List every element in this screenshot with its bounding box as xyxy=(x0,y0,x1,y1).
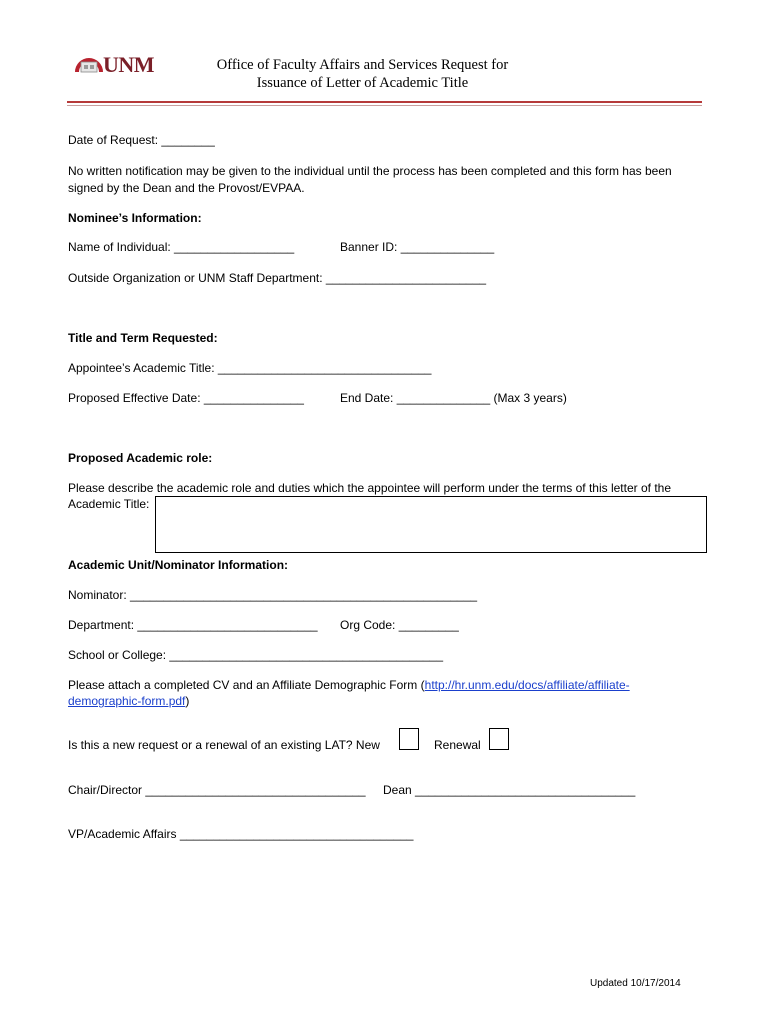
header-rule xyxy=(67,101,702,103)
attach-close: ) xyxy=(185,694,190,708)
request-type-question: Is this a new request or a renewal of an existing LAT? New xyxy=(68,738,380,752)
end-date-field[interactable]: End Date: ______________ (Max 3 years) xyxy=(340,391,567,405)
unm-seal-icon xyxy=(73,50,105,76)
logo-text: UNM xyxy=(103,52,155,77)
header-rule-thin xyxy=(67,105,702,106)
unm-logo xyxy=(73,50,173,80)
attach-instructions-line2 xyxy=(68,694,189,708)
renewal-label: Renewal xyxy=(434,738,481,752)
title-line-1: Office of Faculty Affairs and Services Request for xyxy=(216,57,509,73)
outside-organization-field[interactable]: Outside Organization or UNM Staff Department: ________________________ xyxy=(68,271,487,285)
dean-signature[interactable]: Dean _________________________________ xyxy=(383,783,636,797)
academic-title-label: Academic Title: xyxy=(68,497,150,511)
attach-instructions xyxy=(68,678,630,692)
title-line-2: Issuance of Letter of Academic Title xyxy=(256,75,469,91)
nominee-heading: Nominee’s Information: xyxy=(68,211,202,225)
affiliate-form-link[interactable]: http://hr.unm.edu/docs/affiliate/affiliate- xyxy=(424,678,630,692)
date-of-request-field[interactable]: Date of Request: ________ xyxy=(68,133,215,147)
unit-nominator-heading: Academic Unit/Nominator Information: xyxy=(68,558,289,572)
notice-text: No written notification may be given to the individual until the process has been completed and this form has been signed by the Dean and the Provost/EVPAA. xyxy=(68,164,672,195)
form-title xyxy=(180,56,545,92)
affiliate-form-link-cont[interactable]: demographic-form.pdf xyxy=(68,694,186,708)
attach-text: Please attach a completed CV and an Affiliate Demographic Form ( xyxy=(68,678,425,692)
org-code-field[interactable]: Org Code: _________ xyxy=(340,618,459,632)
academic-role-heading: Proposed Academic role: xyxy=(68,451,213,465)
school-college-field[interactable]: School or College: _________________________________________ xyxy=(68,648,444,662)
vp-academic-affairs-signature[interactable]: VP/Academic Affairs ___________________________________ xyxy=(68,827,414,841)
name-of-individual-field[interactable]: Name of Individual: __________________ xyxy=(68,240,295,254)
banner-id-field[interactable]: Banner ID: ______________ xyxy=(340,240,495,254)
title-term-heading: Title and Term Requested: xyxy=(68,331,218,345)
renewal-checkbox[interactable] xyxy=(489,728,509,750)
role-description-label: Please describe the academic role and duties which the appointee will perform under the terms of this letter of the xyxy=(68,481,671,495)
department-field[interactable]: Department: ___________________________ xyxy=(68,618,318,632)
role-description-input[interactable] xyxy=(155,496,707,553)
updated-date: Updated 10/17/2014 xyxy=(590,978,681,989)
chair-director-signature[interactable]: Chair/Director _________________________________ xyxy=(68,783,366,797)
academic-title-field[interactable]: Appointee’s Academic Title: ________________________________ xyxy=(68,361,432,375)
nominator-field[interactable]: Nominator: ____________________________________________________ xyxy=(68,588,478,602)
effective-date-field[interactable]: Proposed Effective Date: _______________ xyxy=(68,391,304,405)
new-request-checkbox[interactable] xyxy=(399,728,419,750)
